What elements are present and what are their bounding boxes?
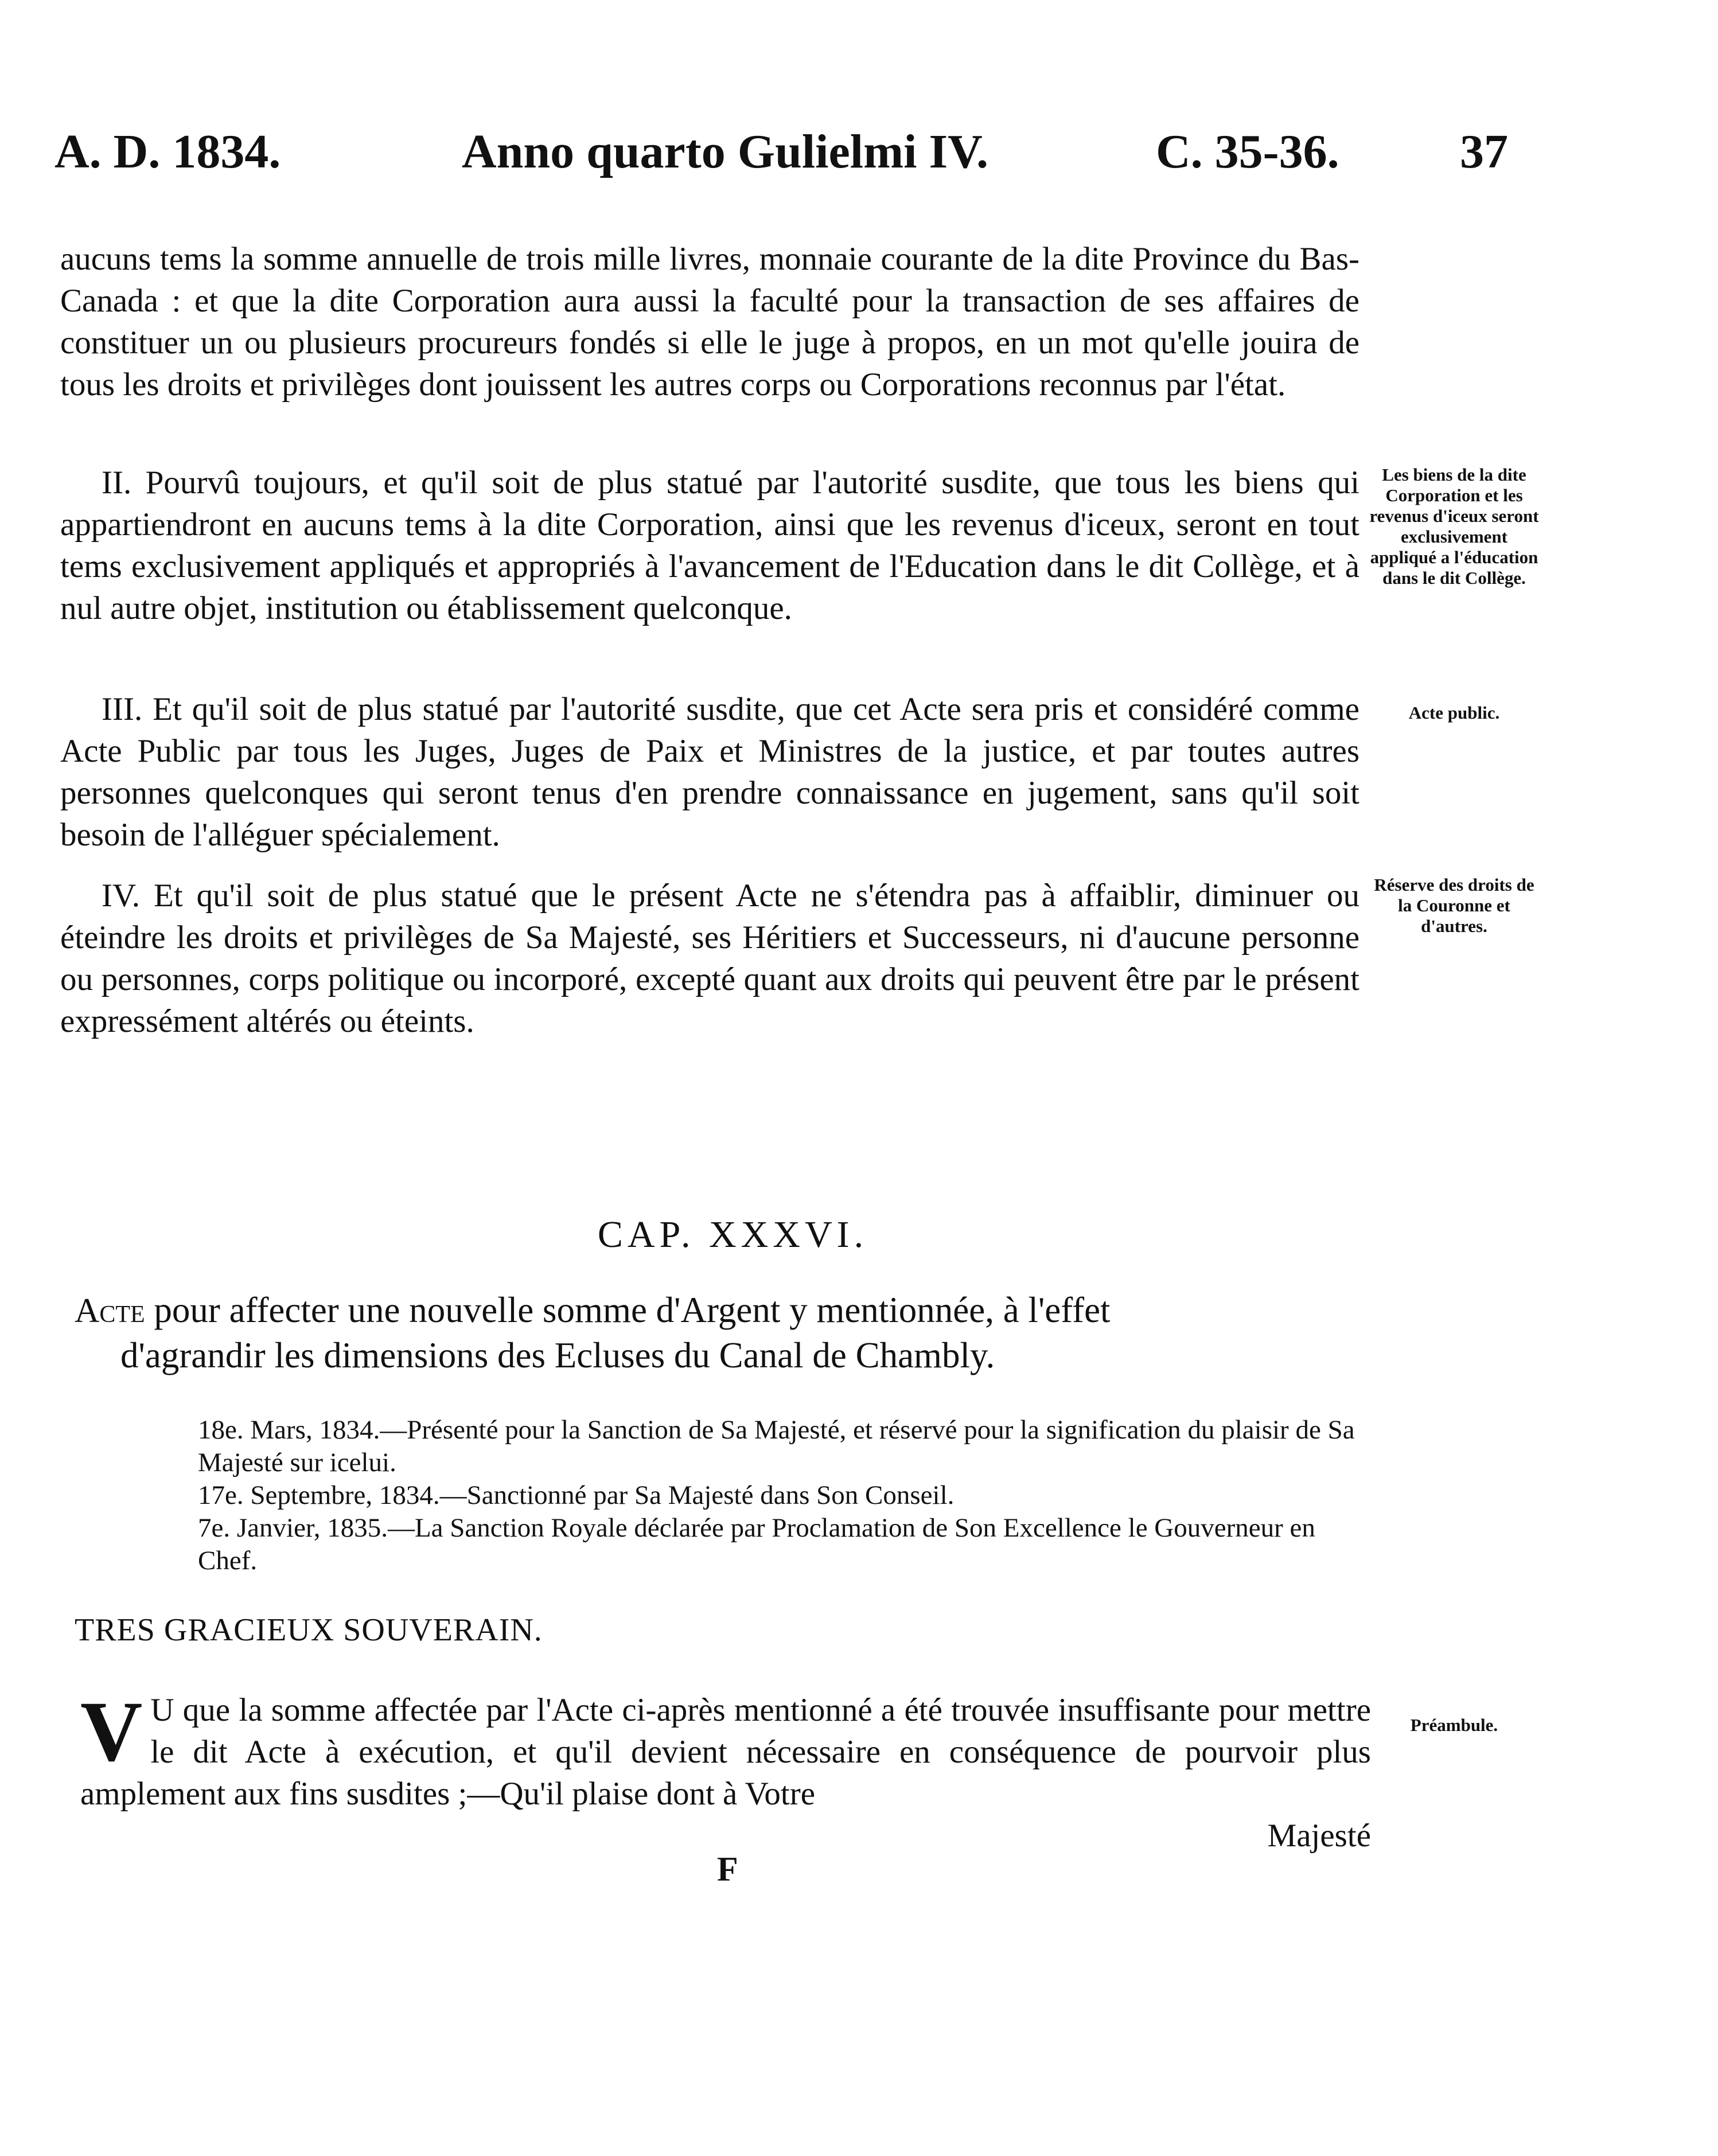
- date-line-3: 7e. Janvier, 1835.—La Sanction Royale déclarée par Proclamation de Son Excellence le Gouverneur en Chef.: [198, 1513, 1315, 1576]
- act-title-line1: pour affecter une nouvelle somme d'Argent y mentionnée, à l'effet: [154, 1290, 1111, 1330]
- act-title: [75, 1288, 1359, 1378]
- section-2-text: II. Pourvû toujours, et qu'il soit de plus statué par l'autorité susdite, que tous les biens qui appartiendront en aucuns tems à la dite Corporation, ainsi que les revenus d'iceux, seront en tout tems exclusivement appliqués et appropriés à l'avancement de l'Education dans le dit Collège, et à nul autre objet, institution ou établissement quelconque.: [60, 465, 1359, 626]
- continuation-paragraph: [60, 238, 1359, 406]
- section-3-text: III. Et qu'il soit de plus statué par l'autorité susdite, que cet Acte sera pris et considéré comme Acte Public par tous les Juges, Juges de Paix et Ministres de la justice, et par toutes autres personnes quelconques qui seront tenus d'en prendre connaissance en jugement, sans qu'il soit besoin de l'alléguer spécialement.: [60, 691, 1359, 853]
- section-4-text: IV. Et qu'il soit de plus statué que le présent Acte ne s'étendra pas à affaiblir, diminuer ou éteindre les droits et privilèges de Sa Majesté, ses Héritiers et Successeurs, ni d'aucune personne ou personnes, corps politique ou incorporé, excepté quant aux droits qui peuvent être par le présent expressément altérés ou éteints.: [60, 878, 1359, 1039]
- sanction-dates: [198, 1414, 1359, 1577]
- margin-note-preambule: Préambule.: [1410, 1715, 1498, 1735]
- chapter-heading: [0, 1213, 1718, 1257]
- continuation-text: aucuns tems la somme annuelle de trois mille livres, monnaie courante de la dite Province du Bas-Canada : et que la dite Corporation aura aussi la faculté pour la transaction de ses affaires de constituer un ou plusieurs procureurs fondés si elle le juge à propos, en un mot qu'elle jouira de tous les droits et privilèges dont jouissent les autres corps ou Corporations reconnus par l'état.: [60, 241, 1359, 403]
- header-chapter: C. 35-36.: [1156, 125, 1339, 178]
- preamble-text: U que la somme affectée par l'Acte ci-après mentionné a été trouvée insuffisante pour mettre le dit Acte à exécution, et qu'il devient nécessaire en conséquence de pourvoir plus amplement aux fins susdites ;—Qu'il plaise dont à Votre: [80, 1692, 1371, 1812]
- section-2: [60, 462, 1359, 629]
- section-4: [60, 875, 1359, 1042]
- section-3: [60, 688, 1359, 856]
- date-line-1: 18e. Mars, 1834.—Présenté pour la Sanction de Sa Majesté, et réservé pour la signification du plaisir de Sa Majesté sur icelui.: [198, 1415, 1355, 1477]
- signature-mark: F: [717, 1850, 738, 1888]
- header-year: A. D. 1834.: [54, 125, 281, 178]
- act-title-lead: Acte: [75, 1292, 145, 1330]
- margin-note-reserve: Réserve des droits de la Couronne et d'autres.: [1374, 875, 1534, 936]
- preamble: [80, 1684, 1371, 1857]
- address-heading: TRES GRACIEUX SOUVERAIN.: [75, 1612, 543, 1648]
- margin-note-acte-public: Acte public.: [1408, 703, 1500, 723]
- preamble-last-word: Majesté: [1267, 1818, 1371, 1854]
- act-title-line2: d'agrandir les dimensions des Ecluses du Canal de Chambly.: [120, 1335, 995, 1375]
- chapter-heading-text: CAP. XXXVI.: [597, 1214, 868, 1256]
- drop-cap: V: [80, 1684, 143, 1779]
- header-title: Anno quarto Gulielmi IV.: [462, 125, 988, 178]
- page-number: 37: [1460, 125, 1508, 178]
- margin-note-biens: Les biens de la dite Corporation et les revenus d'iceux seront exclusivement appliqué a l'éducation dans le dit Collège.: [1369, 465, 1539, 588]
- date-line-2: 17e. Septembre, 1834.—Sanctionné par Sa Majesté dans Son Conseil.: [198, 1480, 955, 1510]
